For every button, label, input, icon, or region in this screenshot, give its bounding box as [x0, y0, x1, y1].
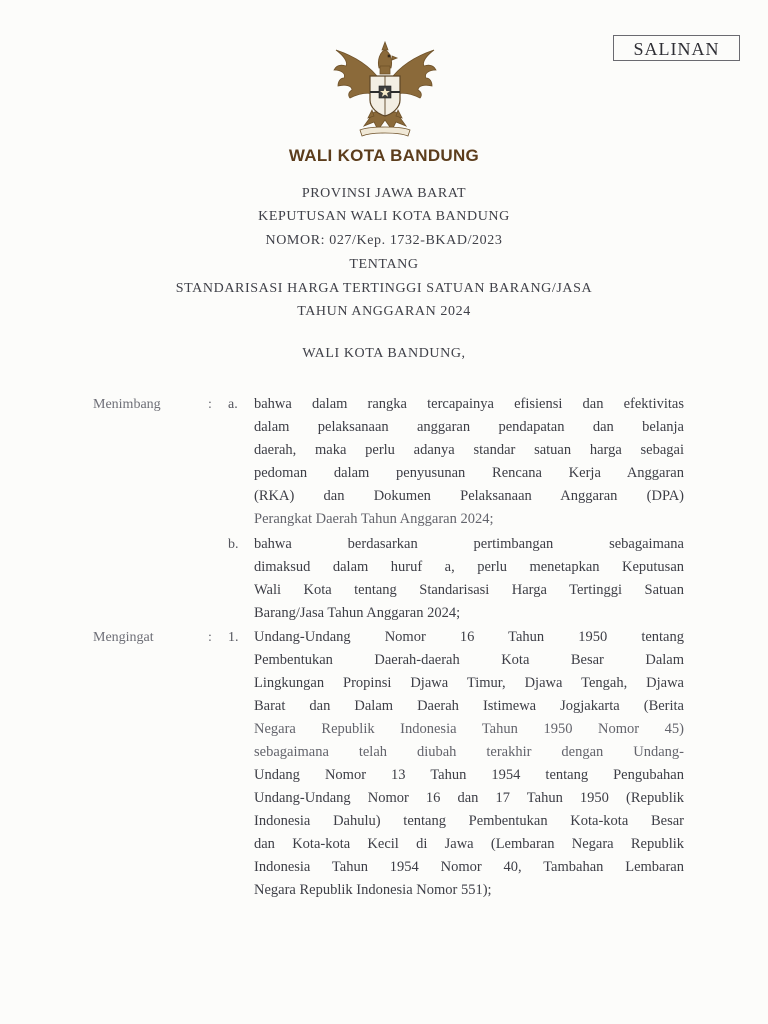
item-marker: 1. [228, 630, 239, 645]
menimbang-item-a [254, 393, 684, 531]
menimbang-item-b [254, 533, 684, 625]
text-line: pedoman dalam penyusunan Rencana Kerja Anggaran [254, 465, 684, 481]
text-line: Indonesia Tahun 1954 Nomor 40, Tambahan Lembaran [254, 859, 684, 875]
text-line: bahwa dalam rangka tercapainya efisiensi dan efektivitas [254, 396, 684, 412]
text-line: Negara Republik Indonesia Nomor 551); [254, 882, 492, 898]
text-line: Undang-Undang Nomor 16 Tahun 1950 tentang [254, 629, 684, 645]
office-title: WALI KOTA BANDUNG [288, 146, 480, 165]
text-line: Indonesia Dahulu) tentang Pembentukan Kota-kota Besar [254, 813, 684, 829]
text-line: dalam pelaksanaan anggaran pendapatan dan belanja [254, 419, 684, 435]
salinan-stamp: SALINAN [613, 35, 740, 61]
item-marker: a. [228, 397, 238, 412]
mengingat-label: Mengingat [93, 630, 154, 645]
decree-heading: KEPUTUSAN WALI KOTA BANDUNG [258, 209, 510, 224]
text-line: dan Kota-kota Kecil di Jawa (Lembaran Negara Republik [254, 836, 684, 852]
province-heading: PROVINSI JAWA BARAT [301, 186, 467, 201]
text-line: Wali Kota tentang Standarisasi Harga Tertinggi Satuan [254, 582, 684, 598]
item-marker: b. [228, 537, 239, 552]
text-line: (RKA) dan Dokumen Pelaksanaan Anggaran (DPA) [254, 488, 684, 504]
text-line: Perangkat Daerah Tahun Anggaran 2024; [254, 511, 494, 527]
text-line: sebagaimana telah diubah terakhir dengan Undang- [254, 744, 684, 760]
decree-number: NOMOR: 027/Kep. 1732-BKAD/2023 [265, 233, 503, 248]
about-heading: TENTANG [349, 257, 419, 272]
mengingat-item-1 [254, 626, 684, 902]
menimbang-colon: : [208, 397, 212, 412]
subject-line-2: TAHUN ANGGARAN 2024 [297, 304, 471, 319]
text-line: Barang/Jasa Tahun Anggaran 2024; [254, 605, 461, 621]
garuda-pancasila-emblem [330, 36, 440, 140]
text-line: Undang-Undang Nomor 16 dan 17 Tahun 1950 (Republik [254, 790, 684, 806]
text-line: bahwa berdasarkan pertimbangan sebagaimana [254, 536, 684, 552]
menimbang-label: Menimbang [93, 397, 161, 412]
text-line: Pembentukan Daerah-daerah Kota Besar Dalam [254, 652, 684, 668]
mengingat-colon: : [208, 630, 212, 645]
text-line: Barat dan Dalam Daerah Istimewa Jogjakarta (Berita [254, 698, 684, 714]
issuer-heading: WALI KOTA BANDUNG, [302, 346, 466, 361]
text-line: Lingkungan Propinsi Djawa Timur, Djawa Tengah, Djawa [254, 675, 684, 691]
text-line: dimaksud dalam huruf a, perlu menetapkan Keputusan [254, 559, 684, 575]
subject-line-1: STANDARISASI HARGA TERTINGGI SATUAN BARANG/JASA [175, 281, 593, 296]
text-line: Negara Republik Indonesia Tahun 1950 Nomor 45) [254, 721, 684, 737]
text-line: Undang Nomor 13 Tahun 1954 tentang Pengubahan [254, 767, 684, 783]
text-line: daerah, maka perlu adanya standar satuan harga sebagai [254, 442, 684, 458]
